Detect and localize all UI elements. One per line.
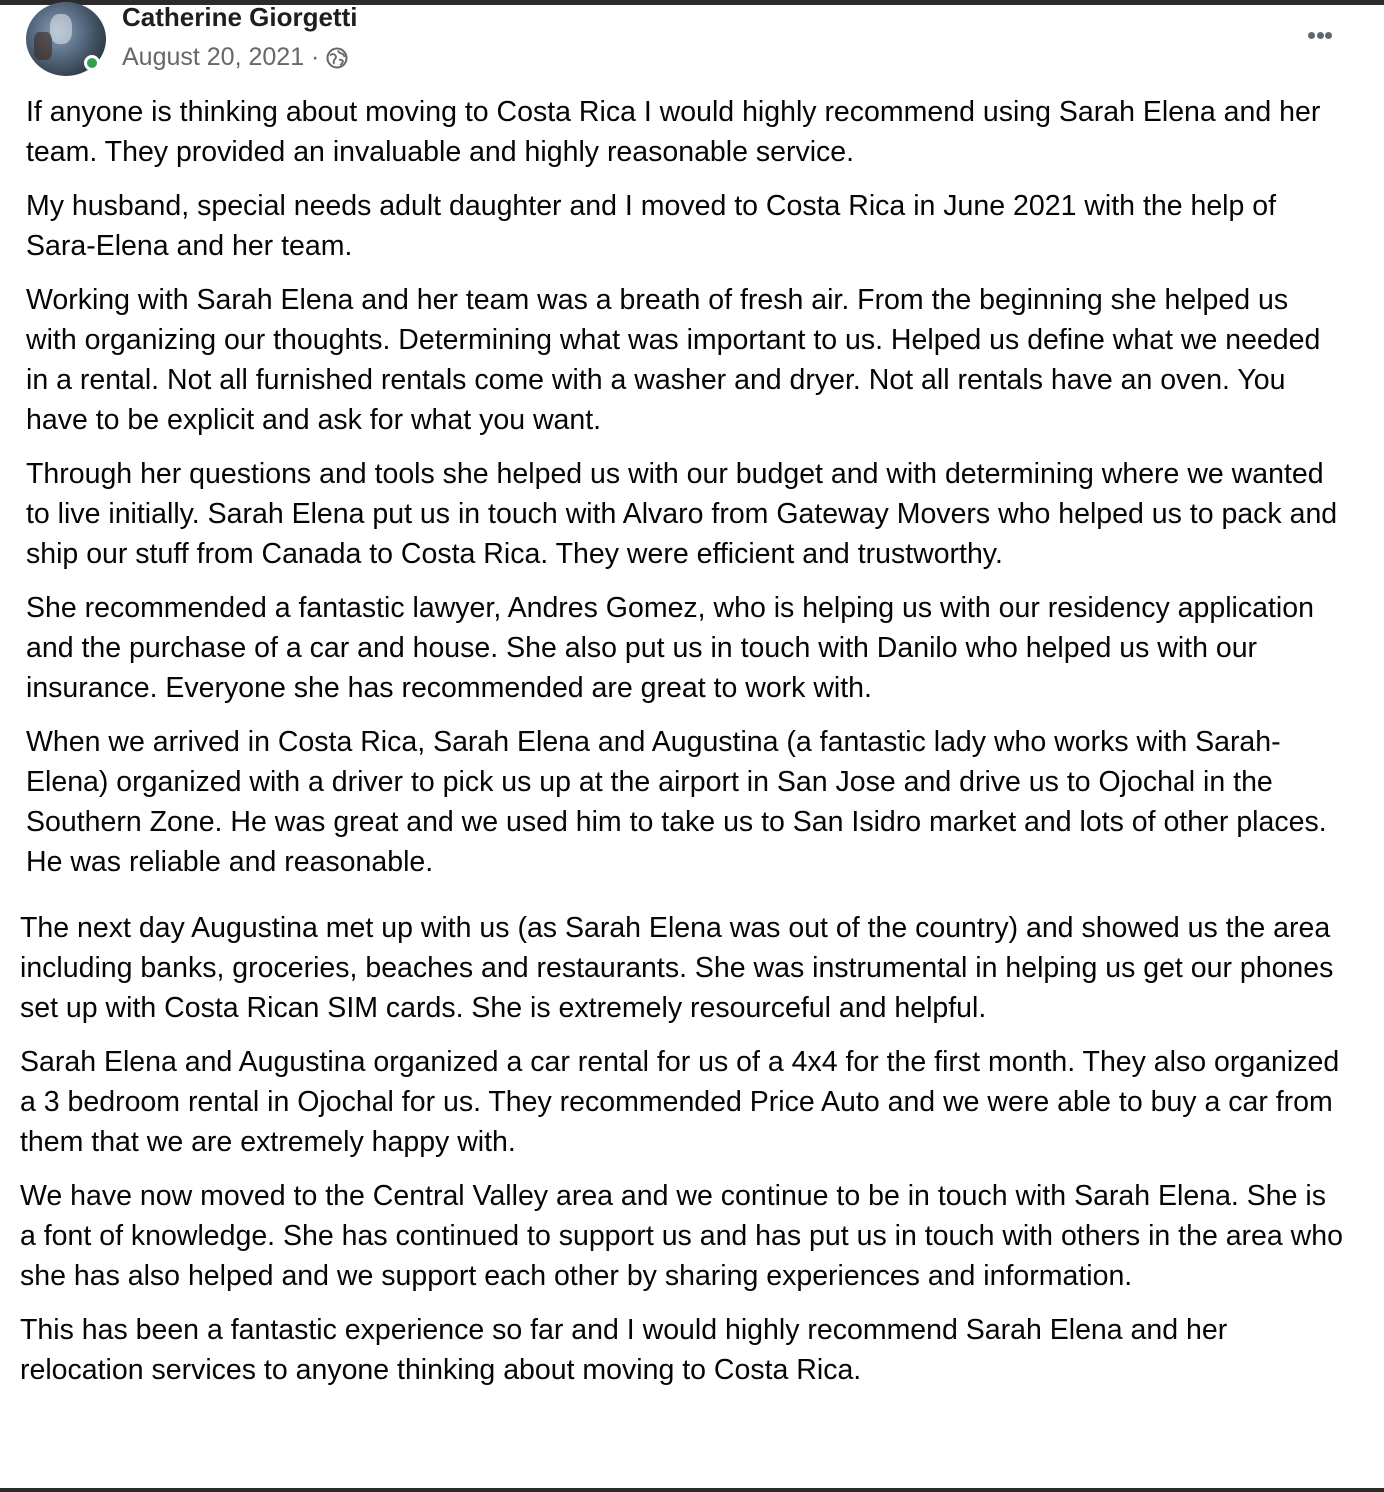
online-status-icon: [84, 55, 100, 71]
more-dot: [1325, 32, 1332, 39]
post-paragraph-6: When we arrived in Costa Rica, Sarah Elena and Augustina (a fantastic lady who works with Sarah-Elena) organized with a driver to pick us up at the airport in San Jose and drive us to Ojochal in the Southern Zone. He was great and we used him to take us to San Isidro market and lots of other places. He was reliable and reasonable.: [26, 726, 1327, 878]
avatar-figure: [34, 32, 52, 60]
avatar-highlight: [50, 14, 72, 44]
post-paragraph-10: This has been a fantastic experience so far and I would highly recommend Sarah Elena and her relocation services to anyone thinking about moving to Costa Rica.: [20, 1314, 1228, 1386]
globe-icon[interactable]: [325, 46, 349, 70]
post-paragraph-9: We have now moved to the Central Valley area and we continue to be in touch with Sarah Elena. She is a font of knowledge. She has continued to support us and has put us in touch with others in the area who she has also helped and we support each other by sharing experiences and information.: [20, 1180, 1343, 1292]
post-paragraph-5: She recommended a fantastic lawyer, Andres Gomez, who is helping us with our residency application and the purchase of a car and house. She also put us in touch with Danilo who helped us with our insurance. Everyone she has recommended are great to work with.: [26, 592, 1314, 704]
more-dot: [1317, 32, 1324, 39]
window-bottom-edge: [0, 1488, 1384, 1492]
post-header: [26, 0, 1366, 82]
post-paragraph-4: Through her questions and tools she helped us with our budget and with determining where we wanted to live initially. Sarah Elena put us in touch with Alvaro from Gateway Movers who helped us to pack and ship our stuff from Canada to Costa Rica. They were efficient and trustworthy.: [26, 458, 1338, 570]
post-paragraph-8: Sarah Elena and Augustina organized a car rental for us of a 4x4 for the first month. They also organized a 3 bedroom rental in Ojochal for us. They recommended Price Auto and we were able to buy a car from them that we are extremely happy with.: [20, 1046, 1340, 1158]
post-paragraph-3: Working with Sarah Elena and her team was a breath of fresh air. From the beginning she helped us with organizing our thoughts. Determining what was important to us. Helped us define what we needed in a rental. Not all furnished rentals come with a washer and dryer. Not all rentals have an oven. You have to be explicit and ask for what you want.: [26, 284, 1321, 436]
post-paragraph-2: My husband, special needs adult daughter and I moved to Costa Rica in June 2021 with the help of Sara-Elena and her team.: [26, 190, 1277, 262]
author-name[interactable]: Catherine Giorgetti: [122, 2, 358, 32]
more-options-icon[interactable]: [1300, 22, 1340, 48]
post-body: [20, 92, 1346, 1404]
more-dot: [1308, 32, 1315, 39]
post-date[interactable]: August 20, 2021: [122, 43, 305, 71]
post-paragraph-7: The next day Augustina met up with us (as Sarah Elena was out of the country) and showed us the area including banks, groceries, beaches and restaurants. She was instrumental in helping us get our phones set up with Costa Rican SIM cards. She is extremely resourceful and helpful.: [20, 912, 1334, 1024]
post-meta: [122, 43, 349, 72]
post-paragraph-1: If anyone is thinking about moving to Costa Rica I would highly recommend using Sarah Elena and her team. They provided an invaluable and highly reasonable service.: [26, 96, 1321, 168]
meta-separator: ·: [311, 43, 320, 71]
